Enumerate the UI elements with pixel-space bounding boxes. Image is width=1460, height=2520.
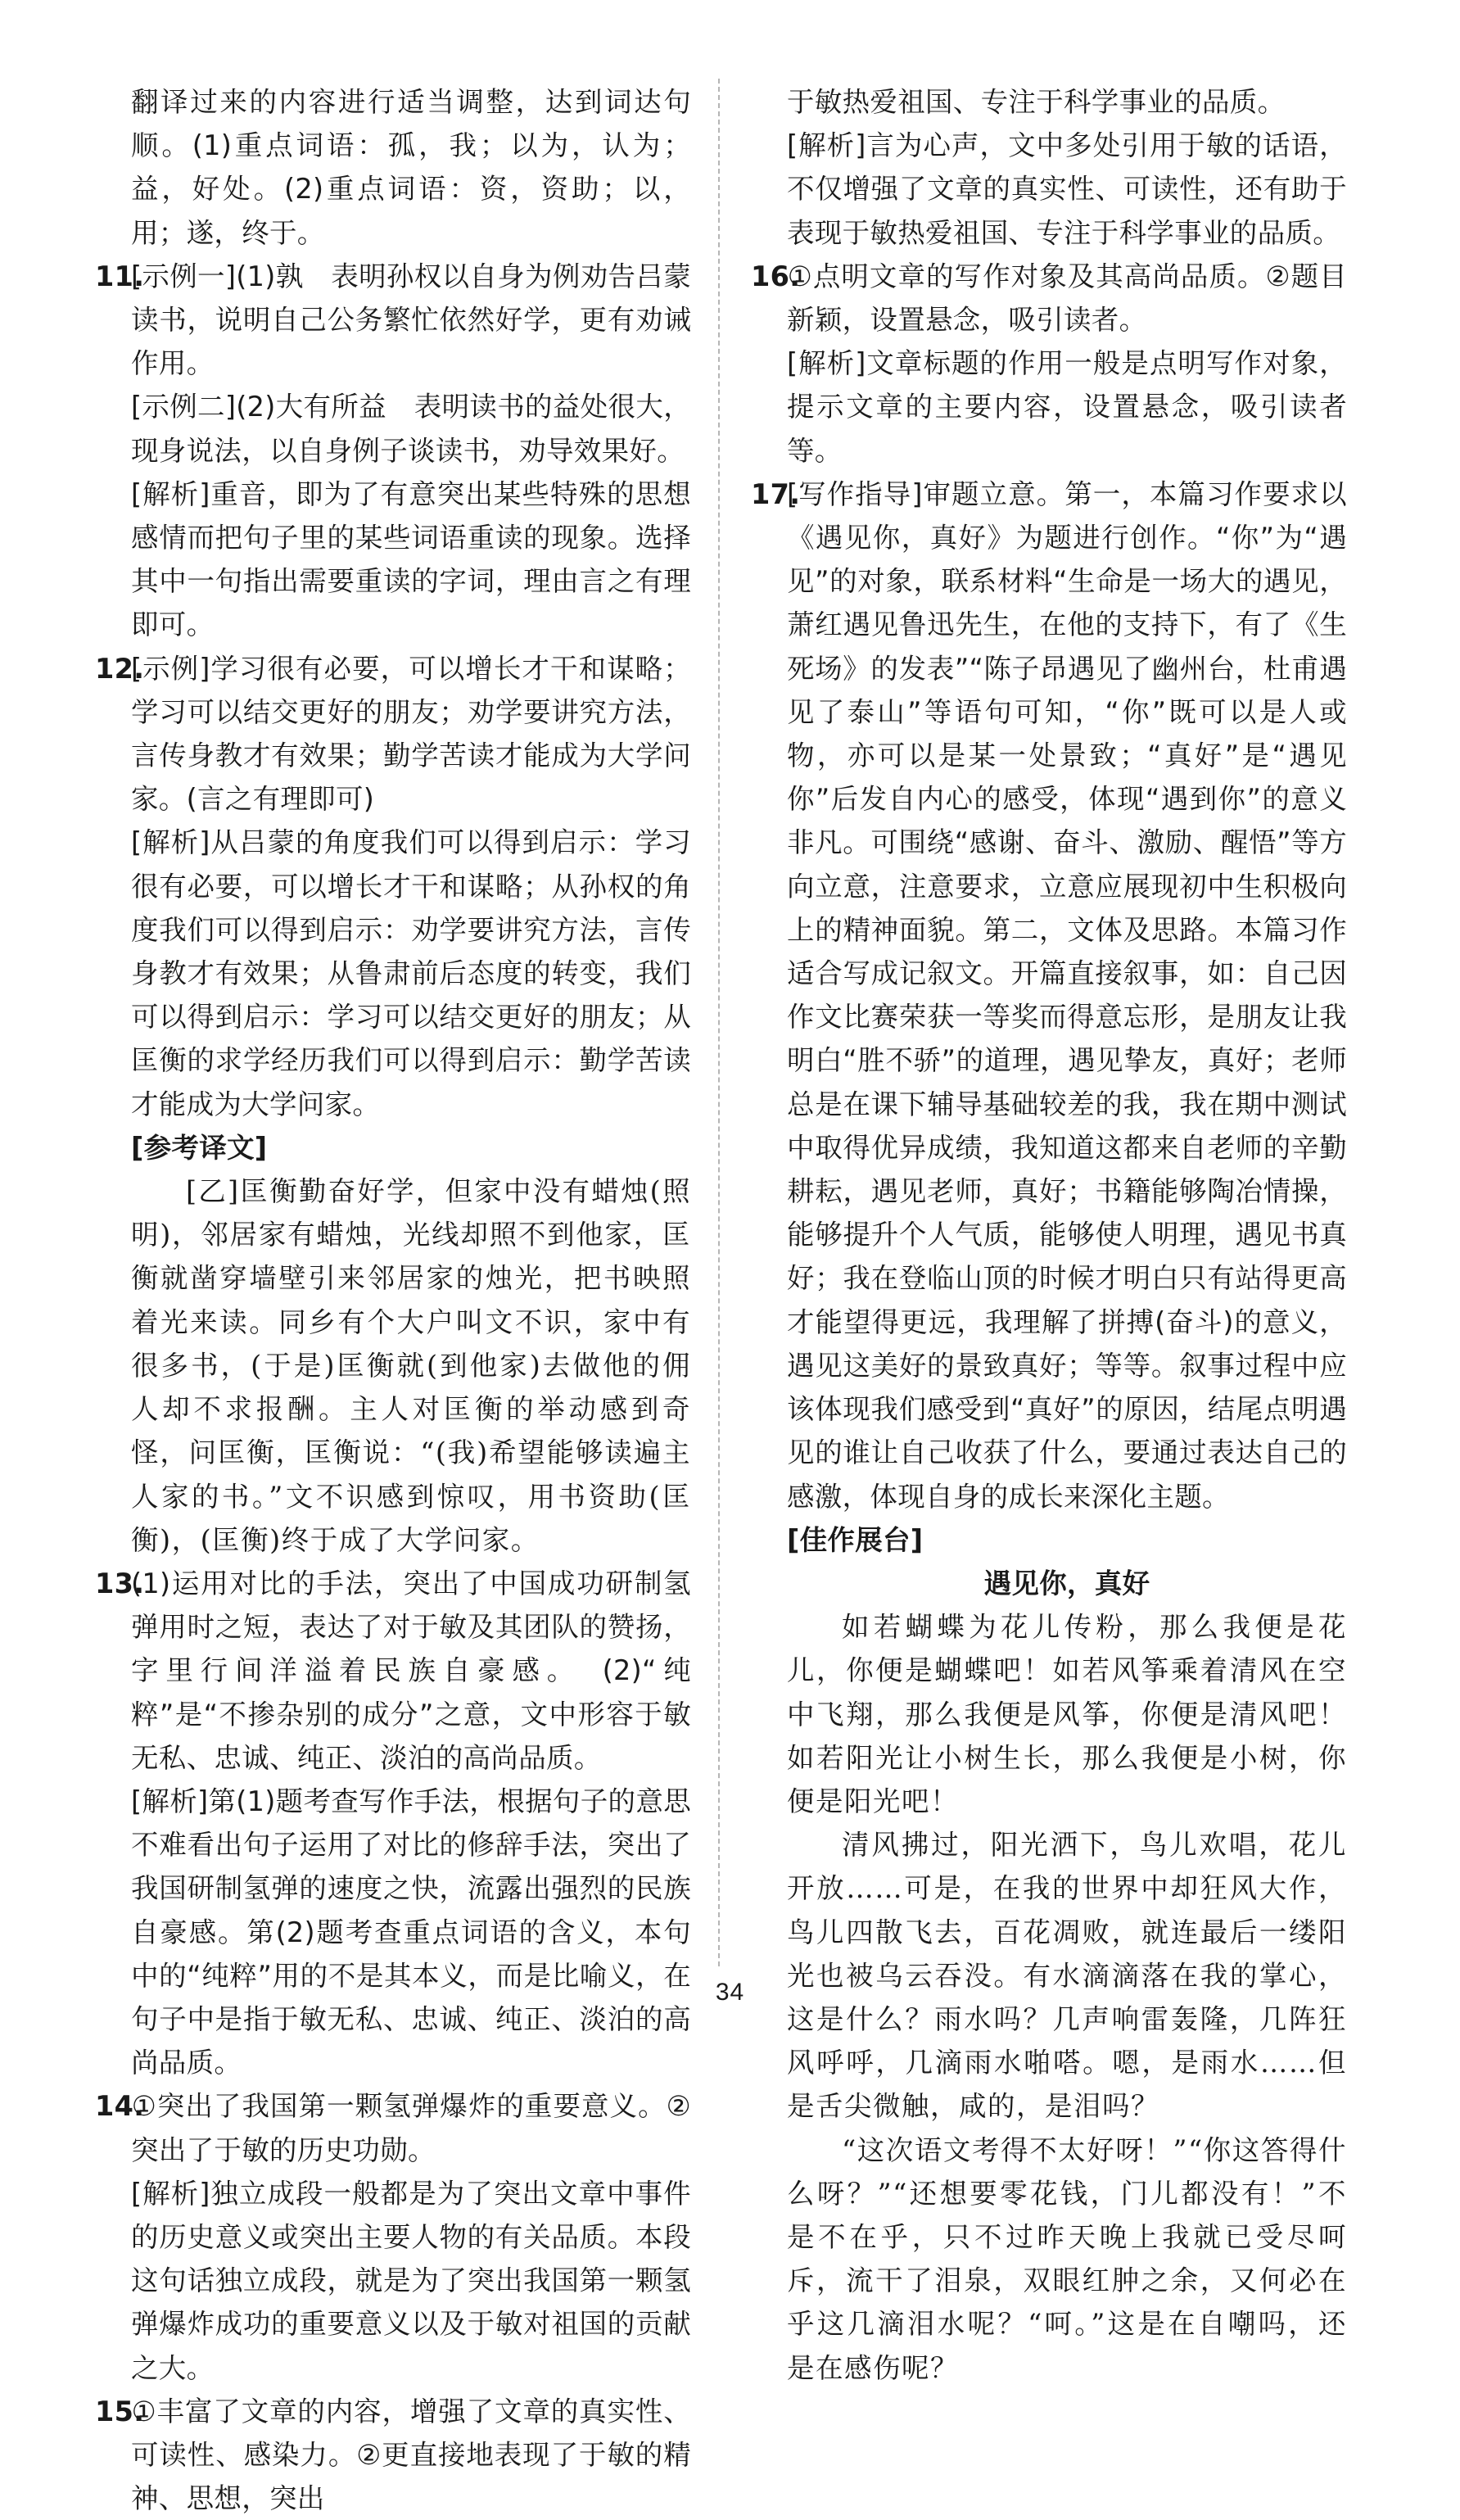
- question-17: [751, 473, 1347, 2390]
- essay-paragraph: 清风拂过，阳光洒下，鸟儿欢唱，花儿开放……可是，在我的世界中却狂风大作，鸟儿四散飞去，百花凋败，就连最后一缕阳光也被乌云吞没。有水滴滴落在我的掌心，这是什么？雨水吗？几声响雷轰隆，几阵狂风呼呼，几滴雨水啪嗒。嗯，是雨水……但是舌尖微触，咸的，是泪吗？: [787, 1829, 1347, 2123]
- analysis: [解析]从吕蒙的角度我们可以得到启示：学习很有必要，可以增长才干和谋略；从孙权的角度我们可以得到启示：劝学要讲究方法，言传身教才有效果；从鲁肃前后态度的转变，我们可以得到启示：学习可以结交更好的朋友；从匡衡的求学经历我们可以得到启示：勤学苦读才能成为大学问家。: [131, 826, 691, 1120]
- analysis: [解析]文章标题的作用一般是点明写作对象，提示文章的主要内容，设置悬念，吸引读者等。: [787, 347, 1347, 467]
- question-15: [95, 2390, 691, 2520]
- question-14: [95, 2084, 691, 2389]
- answer: ①点明文章的写作对象及其高尚品质。②题目新颖，设置悬念，吸引读者。: [787, 260, 1347, 337]
- analysis: [解析]第(1)题考查写作手法，根据句子的意思不难看出句子运用了对比的修辞手法，突出了我国研制氢弹的速度之快，流露出强烈的民族自豪感。第(2)题考查重点词语的含义，本句中的“纯粹”用的不是其本义，而是比喻义，在句子中是指于敏无私、忠诚、纯正、淡泊的高尚品质。: [131, 1785, 691, 2079]
- essay-paragraph: 如若蝴蝶为花儿传粉，那么我便是花儿，你便是蝴蝶吧！如若风筝乘着清风在空中飞翔，那么我便是风筝，你便是清风吧！如若阳光让小树生长，那么我便是小树，你便是阳光吧！: [787, 1611, 1347, 1817]
- answer-example: [示例]学习很有必要，可以增长才干和谋略；学习可以结交更好的朋友；劝学要讲究方法，言传身教才有效果；勤学苦读才能成为大学问家。(言之有理即可): [131, 652, 691, 816]
- question-number: 11.: [95, 260, 145, 292]
- answer: ①丰富了文章的内容，增强了文章的真实性、可读性、感染力。②更直接地表现了于敏的精神、思想，突出: [131, 2395, 691, 2515]
- question-number: 16.: [751, 260, 801, 292]
- question-11: [95, 255, 691, 647]
- writing-guide: [写作指导]审题立意。第一，本篇习作要求以《遇见你，真好》为题进行创作。“你”为“遇见”的对象，联系材料“生命是一场大的遇见，萧红遇见鲁迅先生，在他的支持下，有了《生死场》的发表”“陈子昂遇见了幽州台，杜甫遇见了泰山”等语句可知，“你”既可以是人或物，亦可以是某一处景致；“真好”是“遇见你”后发自内心的感受，体现“遇到你”的意义非凡。可围绕“感谢、奋斗、激励、醒悟”等方向立意，注意要求，立意应展现初中生积极向上的精神面貌。第二，文体及思路。本篇习作适合写成记叙文。开篇直接叙事，如：自己因作文比赛荣获一等奖而得意忘形，是朋友让我明白“胜不骄”的道理，遇见挚友，真好；老师总是在课下辅导基础较差的我，我在期中测试中取得优异成绩，我知道这都来自老师的辛勤耕耘，遇见老师，真好；书籍能够陶冶情操，能够提升个人气质，能够使人明理，遇见书真好；我在登临山顶的时候才明白只有站得更高才能望得更远，我理解了拼搏(奋斗)的意义，遇见这美好的景致真好；等等。叙事过程中应该体现我们感受到“真好”的原因，结尾点明遇见的谁让自己收获了什么，要通过表达自己的感激，体现自身的成长来深化主题。: [787, 477, 1347, 1513]
- question-12: [95, 647, 691, 1562]
- question-number: 14.: [95, 2090, 145, 2123]
- analysis: [解析]重音，即为了有意突出某些特殊的思想感情而把句子里的某些词语重读的现象。选择其中一句指出需要重读的字词，理由言之有理即可。: [131, 477, 691, 641]
- right-column: [751, 80, 1347, 2390]
- question-number: 13.: [95, 1567, 145, 1599]
- answer-example-1: [示例一](1)孰 表明孙权以自身为例劝告吕蒙读书，说明自己公务繁忙依然好学，更有劝诫作用。: [131, 260, 691, 380]
- showcase-heading: [佳作展台]: [787, 1523, 924, 1556]
- question-number: 12.: [95, 652, 145, 685]
- page-number: 34: [715, 1979, 745, 2006]
- intro-text: 翻译过来的内容进行适当调整，达到词达句顺。(1)重点词语：孤，我；以为，认为；益，好处。(2)重点词语：资，资助；以，用；遂，终于。: [131, 86, 691, 249]
- column-divider: [718, 79, 720, 1966]
- answer: (1)运用对比的手法，突出了中国成功研制氢弹用时之短，表达了对于敏及其团队的赞扬，字里行间洋溢着民族自豪感。 (2)“纯粹”是“不掺杂别的成分”之意，文中形容于敏无私、忠诚、纯正、淡泊的高尚品质。: [131, 1567, 691, 1774]
- left-column: [95, 80, 691, 2520]
- question-number: 15.: [95, 2395, 145, 2427]
- question-16: [751, 255, 1347, 473]
- reference-translation-heading: [参考译文]: [131, 1131, 268, 1164]
- continued-answer: 于敏热爱祖国、专注于科学事业的品质。: [787, 86, 1286, 118]
- essay-title: 遇见你，真好: [983, 1567, 1150, 1599]
- analysis: [解析]言为心声，文中多处引用于敏的话语，不仅增强了文章的真实性、可读性，还有助于表现于敏热爱祖国、专注于科学事业的品质。: [787, 129, 1347, 249]
- reference-translation: [95, 1170, 691, 1562]
- translation-text: [乙]匡衡勤奋好学，但家中没有蜡烛(照明)，邻居家有蜡烛，光线却照不到他家，匡衡就凿穿墙壁引来邻居家的烛光，把书映照着光来读。同乡有个大户叫文不识，家中有很多书，(于是)匡衡就(到他家)去做他的佣人却不求报酬。主人对匡衡的举动感到奇怪，问匡衡，匡衡说：“(我)希望能够读遍主人家的书。”文不识感到惊叹，用书资助(匡衡)，(匡衡)终于成了大学问家。: [131, 1175, 691, 1556]
- answer-example-2: [示例二](2)大有所益 表明读书的益处很大，现身说法，以自身例子谈读书，劝导效果好。: [131, 391, 691, 467]
- question-number: 17.: [751, 477, 801, 510]
- answer: ①突出了我国第一颗氢弹爆炸的重要意义。②突出了于敏的历史功勋。: [131, 2090, 691, 2166]
- essay-paragraph: “这次语文考得不太好呀！”“你这答得什么呀？”“还想要零花钱，门儿都没有！”不是不在乎，只不过昨天晚上我就已受尽呵斥，流干了泪泉，双眼红肿之余，又何必在乎这几滴泪水呢？“呵。”这是在自嘲吗，还是在感伤呢？: [787, 2133, 1347, 2384]
- analysis: [解析]独立成段一般都是为了突出文章中事件的历史意义或突出主要人物的有关品质。本段这句话独立成段，就是为了突出我国第一颗氢弹爆炸成功的重要意义以及于敏对祖国的贡献之大。: [131, 2177, 691, 2384]
